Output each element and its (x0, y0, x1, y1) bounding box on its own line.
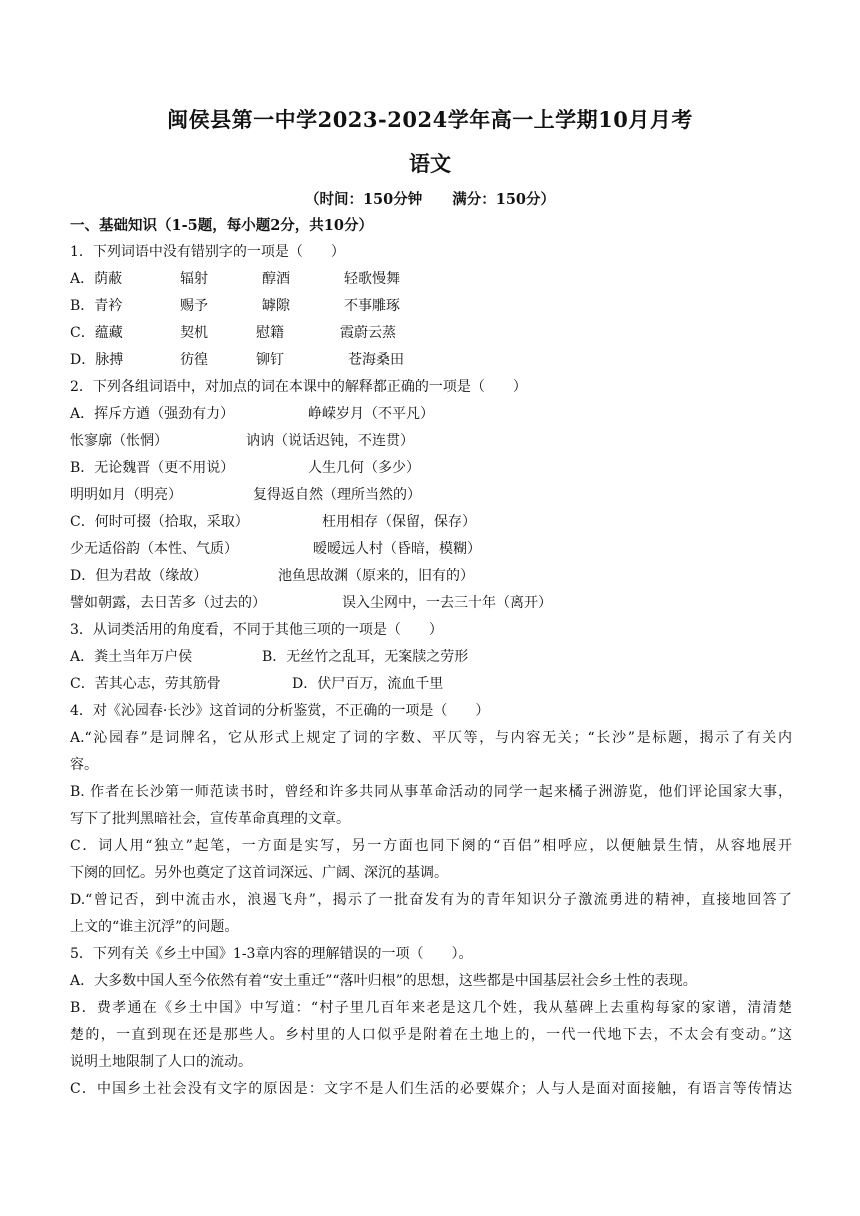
q2-item: 明明如月（明亮） (70, 487, 182, 503)
q3-item: A．粪土当年万户侯 (70, 649, 193, 665)
exam-score: 满分：150分） (452, 191, 556, 208)
q2-item: 暧暧远人村（昏暗，模糊） (313, 541, 481, 557)
q1-stem: 1．下列词语中没有错别字的一项是（ ） (70, 244, 345, 260)
q2-item: 讷讷（说话迟钝，不连贯） (246, 433, 414, 449)
q2-item: C．何时可掇（拾取，采取） (70, 514, 249, 530)
q5-text-line: B．费孝通在《乡土中国》中写道：“村子里几百年来老是这几个姓，我从墓碑上去重构每家的家谱，清清楚 (70, 1000, 792, 1016)
q2-item: 误入尘网中，一去三十年（离开） (342, 595, 552, 611)
q2-row (70, 509, 792, 536)
q1-option (70, 347, 792, 374)
q5-text-line: 说明土地限制了人口的流动。 (70, 1054, 252, 1070)
q1-option-d: D．脉搏 (70, 352, 124, 368)
q2-item: 峥嵘岁月（不平凡） (308, 406, 434, 422)
q1-option-word: 罅隙 (262, 298, 290, 314)
q2-item: D．但为君故（缘故） (70, 568, 208, 584)
q1-option-word: 苍海桑田 (348, 352, 404, 368)
q4-text-line: A.“沁园春”是词牌名，它从形式上规定了词的字数、平仄等，与内容无关；“长沙”是标题，揭示了有关内 (70, 730, 792, 746)
exam-content (70, 212, 792, 1103)
q1-option-a: A．荫蔽 (70, 271, 123, 287)
exam-meta (0, 188, 860, 209)
q2-item: 怅寥廓（怅惘） (70, 433, 168, 449)
q5-stem: 5．下列有关《乡土中国》1-3章内容的理解错误的一项（ ）。 (70, 946, 473, 962)
q2-row (70, 536, 792, 563)
q4-text-line: D.“曾记否，到中流击水，浪遏飞舟”，揭示了一批奋发有为的青年知识分子激流勇进的精神，直接地回答了 (70, 892, 792, 908)
q1-option-word: 契机 (180, 325, 208, 341)
q2-row (70, 482, 792, 509)
q3-row (70, 644, 792, 671)
q3-row (70, 671, 792, 698)
q1-option-c: C．蕴藏 (70, 325, 123, 341)
q3-stem: 3．从词类活用的角度看，不同于其他三项的一项是（ ） (70, 622, 443, 638)
q2-row (70, 590, 792, 617)
q4-text-line: C．词人用“独立”起笔，一方面是实写，另一方面也同下阕的“百侣”相呼应，以便触景生情，从容地展开 (70, 838, 792, 854)
q2-stem: 2．下列各组词语中，对加点的词在本课中的解释都正确的一项是（ ） (70, 379, 527, 395)
q5-text-line: C．中国乡土社会没有文字的原因是：文字不是人们生活的必要媒介；人与人是面对面接触，有语言等传情达 (70, 1081, 792, 1097)
q3-item: C．苦其心志，劳其筋骨 (70, 676, 221, 692)
exam-title: 闽侯县第一中学2023-2024学年高一上学期10月月考 (167, 107, 693, 132)
q2-item: 少无适俗韵（本性、气质） (70, 541, 238, 557)
q1-option-word: 不事雕琢 (344, 298, 400, 314)
q2-item: 人生几何（多少） (308, 460, 420, 476)
q4-text-line: 下阕的回忆。另外也奠定了这首词深远、广阔、深沉的基调。 (70, 865, 448, 881)
q1-option-word: 铆钉 (256, 352, 284, 368)
q3-item: D．伏尸百万，流血千里 (292, 676, 444, 692)
section-heading: 一、基础知识（1-5题，每小题2分，共10分） (70, 217, 373, 234)
q1-option-word: 轻歌慢舞 (344, 271, 400, 287)
q2-row (70, 401, 792, 428)
q1-option-b: B．青衿 (70, 298, 123, 314)
q2-item: 枉用相存（保留，保存） (322, 514, 476, 530)
q2-item: 复得返自然（理所当然的） (253, 487, 421, 503)
q1-option-word: 辐射 (180, 271, 208, 287)
q4-text-line: 上文的“谁主沉浮”的问题。 (70, 919, 239, 935)
q2-item: B．无论魏晋（更不用说） (70, 460, 235, 476)
exam-time: （时间：150分钟 (304, 191, 423, 208)
q1-option-word: 醇酒 (262, 271, 290, 287)
q4-stem: 4．对《沁园春·长沙》这首词的分析鉴赏，不正确的一项是（ ） (70, 703, 490, 719)
q4-text-line: 容。 (70, 757, 98, 773)
q1-option (70, 266, 792, 293)
q2-row (70, 428, 792, 455)
q1-option (70, 320, 792, 347)
q4-text-line: B. 作者在长沙第一师范读书时，曾经和许多共同从事革命活动的同学一起来橘子洲游览，他们评论国家大事， (70, 784, 792, 800)
q2-row (70, 563, 792, 590)
q2-item: 譬如朝露，去日苦多（过去的） (70, 595, 266, 611)
q5-text-line: 楚的，一直到现在还是那些人。乡村里的人口似乎是附着在土地上的，一代一代地下去，不太会有变动。”这 (70, 1027, 792, 1043)
q1-option-word: 霞蔚云蒸 (340, 325, 396, 341)
q4-text-line: 写下了批判黑暗社会，宣传革命真理的文章。 (70, 811, 350, 827)
q1-option-word: 慰籍 (256, 325, 284, 341)
q2-row (70, 455, 792, 482)
subject-title: 语文 (409, 151, 451, 176)
q5-text-line: A．大多数中国人至今依然有着“安土重迁”“落叶归根”的思想，这些都是中国基层社会乡土性的表现。 (70, 973, 697, 989)
q1-option-word: 彷徨 (180, 352, 208, 368)
q2-item: A．挥斥方遒（强劲有力） (70, 406, 235, 422)
q3-item: B．无丝竹之乱耳，无案牍之劳形 (262, 649, 469, 665)
q1-option (70, 293, 792, 320)
q2-item: 池鱼思故渊（原来的，旧有的） (278, 568, 474, 584)
q1-option-word: 赐予 (180, 298, 208, 314)
